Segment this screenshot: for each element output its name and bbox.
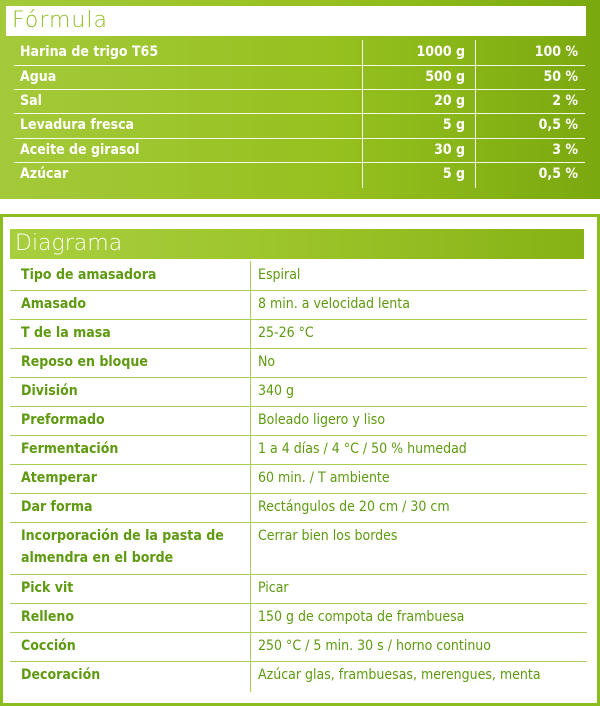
diagram-value: No bbox=[258, 354, 276, 370]
diagram-value: 8 min. a velocidad lenta bbox=[258, 296, 410, 312]
formula-row bbox=[0, 65, 600, 90]
ingredient-name: Levadura fresca bbox=[20, 117, 135, 133]
diagram-panel bbox=[0, 214, 600, 706]
diagram-value: Espiral bbox=[258, 267, 301, 283]
ingredient-percent: 3 % bbox=[552, 142, 578, 158]
diagram-label: Reposo en bloque bbox=[21, 354, 148, 370]
diagram-label: Decoración bbox=[21, 667, 101, 683]
formula-title: Fórmula bbox=[6, 6, 586, 36]
ingredient-name: Harina de trigo T65 bbox=[20, 44, 159, 60]
diagram-label: Pick vit bbox=[21, 580, 74, 596]
diagram-value: 250 °C / 5 min. 30 s / horno continuo bbox=[258, 638, 491, 654]
diagram-label: Atemperar bbox=[21, 470, 97, 486]
diagram-label: Amasado bbox=[21, 296, 87, 312]
diagram-label: Fermentación bbox=[21, 441, 119, 457]
diagram-value: 25-26 °C bbox=[258, 325, 314, 341]
ingredient-quantity: 30 g bbox=[434, 142, 465, 158]
diagram-value: Picar bbox=[258, 580, 289, 596]
formula-row bbox=[0, 113, 600, 138]
diagram-value: Boleado ligero y liso bbox=[258, 412, 386, 428]
formula-row bbox=[0, 162, 600, 187]
formula-row bbox=[0, 89, 600, 114]
ingredient-quantity: 5 g bbox=[442, 166, 465, 182]
ingredient-quantity: 1000 g bbox=[416, 44, 465, 60]
ingredient-quantity: 500 g bbox=[425, 69, 465, 85]
ingredient-percent: 50 % bbox=[543, 69, 578, 85]
ingredient-percent: 0,5 % bbox=[538, 117, 578, 133]
diagram-value: Rectángulos de 20 cm / 30 cm bbox=[258, 499, 450, 515]
ingredient-quantity: 5 g bbox=[442, 117, 465, 133]
diagram-label: Tipo de amasadora bbox=[21, 267, 157, 283]
ingredient-name: Aceite de girasol bbox=[20, 142, 140, 158]
diagram-label: Cocción bbox=[21, 638, 76, 654]
diagram-column-divider bbox=[250, 261, 251, 692]
diagram-label: División bbox=[21, 383, 78, 399]
diagram-value: 150 g de compota de frambuesa bbox=[258, 609, 465, 625]
formula-row bbox=[0, 138, 600, 163]
diagram-label: Preformado bbox=[21, 412, 105, 428]
ingredient-percent: 2 % bbox=[552, 93, 578, 109]
diagram-label: Dar forma bbox=[21, 499, 93, 515]
diagram-value: 340 g bbox=[258, 383, 295, 399]
ingredient-percent: 100 % bbox=[534, 44, 578, 60]
diagram-value: 1 a 4 días / 4 °C / 50 % humedad bbox=[258, 441, 467, 457]
formula-row bbox=[0, 40, 600, 65]
diagram-title: Diagrama bbox=[10, 229, 584, 259]
diagram-label: T de la masa bbox=[21, 325, 111, 341]
diagram-value: Azúcar glas, frambuesas, merengues, menta bbox=[258, 667, 541, 683]
ingredient-percent: 0,5 % bbox=[538, 166, 578, 182]
diagram-value: 60 min. / T ambiente bbox=[258, 470, 390, 486]
diagram-label: Relleno bbox=[21, 609, 75, 625]
diagram-label: Incorporación de la pasta de almendra en el borde bbox=[21, 528, 224, 566]
ingredient-name: Agua bbox=[20, 69, 57, 85]
formula-panel bbox=[0, 0, 600, 199]
ingredient-name: Azúcar bbox=[20, 166, 69, 182]
ingredient-name: Sal bbox=[20, 93, 42, 109]
ingredient-quantity: 20 g bbox=[434, 93, 465, 109]
diagram-value: Cerrar bien los bordes bbox=[258, 528, 398, 544]
